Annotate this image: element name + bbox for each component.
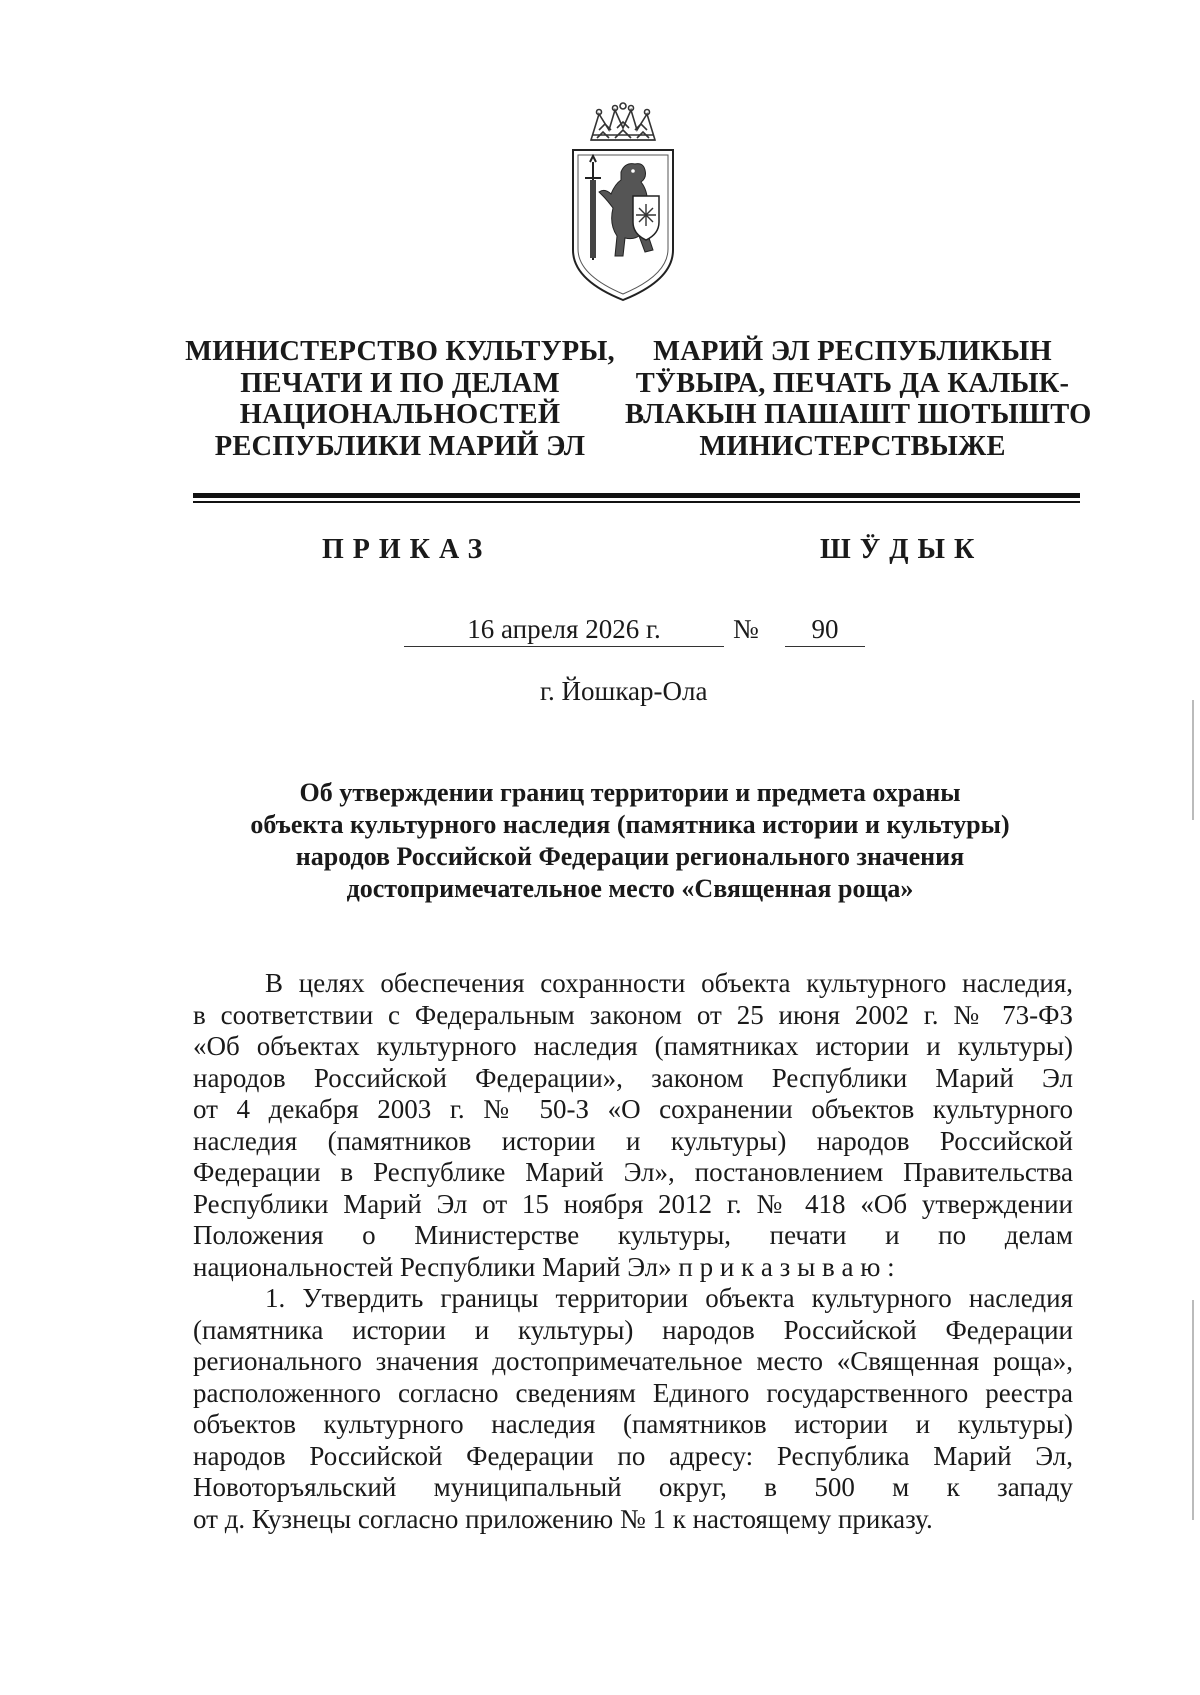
body-line: народов Российской Федерации», законом Республики Марий Эл	[193, 1062, 1073, 1093]
order-title-mari: ШӰДЫК	[820, 534, 984, 565]
body-line: от д. Кузнецы согласно приложению № 1 к настоящему приказу.	[193, 1503, 933, 1534]
scan-edge-artifact	[1192, 700, 1194, 820]
ministry-name-line: ТӰВЫРА, ПЕЧАТЬ ДА КАЛЫК-	[635, 367, 1070, 399]
body-line: Республики Марий Эл от 15 ноября 2012 г. № 418 «Об утверждении	[193, 1188, 1073, 1219]
body-line: 1. Утвердить границы территории объекта культурного наследия	[265, 1283, 1073, 1313]
body-line: национальностей Республики Марий Эл» п р и к а з ы в а ю :	[193, 1251, 895, 1282]
ministry-name-line: ПЕЧАТИ И ПО ДЕЛАМ	[240, 367, 560, 399]
body-line: наследия (памятников истории и культуры) народов Российской	[193, 1125, 1073, 1156]
order-title-russian: ПРИКАЗ	[322, 534, 492, 565]
body-line: расположенного согласно сведениям Единого государственного реестра	[193, 1377, 1073, 1408]
scan-edge-artifact	[1192, 1300, 1194, 1520]
body-line: в соответствии с Федеральным законом от 25 июня 2002 г. № 73-ФЗ	[193, 999, 1073, 1030]
body-line: (памятника истории и культуры) народов Российской Федерации	[193, 1314, 1073, 1345]
number-sign: №	[733, 614, 759, 644]
ministry-name-line: ВЛАКЫН ПАШАШТ ШОТЫШТО	[625, 399, 1092, 430]
ministry-name-mari	[625, 336, 1092, 462]
body-line: «Об объектах культурного наследия (памятниках истории и культуры)	[193, 1031, 1073, 1061]
order-city: г. Йошкар-Ола	[540, 676, 708, 706]
header-divider-thick	[193, 493, 1080, 498]
ministry-name-line: РЕСПУБЛИКИ МАРИЙ ЭЛ	[214, 430, 586, 462]
subject-line: объекта культурного наследия (памятника истории и культуры)	[250, 810, 1010, 839]
order-body-text	[193, 968, 1073, 1535]
subject-line: достопримечательное место «Священная роща»	[346, 874, 914, 903]
body-line: Положения о Министерстве культуры, печати и по делам	[193, 1220, 1073, 1250]
body-line: Федерации в Республике Марий Эл», постановлением Правительства	[193, 1157, 1073, 1187]
body-line: от 4 декабря 2003 г. № 50-З «О сохранении объектов культурного	[193, 1094, 1073, 1124]
body-line: объектов культурного наследия (памятников истории и культуры)	[193, 1409, 1073, 1439]
coat-of-arms-icon	[563, 100, 683, 305]
body-line: народов Российской Федерации по адресу: Республика Марий Эл,	[193, 1440, 1073, 1471]
order-date: 16 апреля 2026 г.	[404, 612, 724, 647]
body-line: В целях обеспечения сохранности объекта культурного наследия,	[265, 968, 1073, 998]
order-number: 90	[785, 612, 865, 647]
ministry-name-line: НАЦИОНАЛЬНОСТЕЙ	[239, 399, 561, 430]
order-subject-heading	[180, 777, 1080, 905]
body-line: Новоторъяльский муниципальный округ, в 500 м к западу	[193, 1472, 1073, 1502]
subject-line: народов Российской Федерации регионального значения	[295, 842, 965, 871]
ministry-name-russian	[180, 336, 620, 462]
subject-line: Об утверждении границ территории и предмета охраны	[299, 778, 961, 807]
ministry-name-line: МИНИСТЕРСТВЫЖЕ	[699, 430, 1006, 462]
body-line: регионального значения достопримечательное место «Священная роща»,	[193, 1346, 1073, 1376]
ministry-name-line: МАРИЙ ЭЛ РЕСПУБЛИКЫН	[653, 336, 1052, 367]
ministry-name-line: МИНИСТЕРСТВО КУЛЬТУРЫ,	[185, 336, 615, 367]
header-divider-thin	[193, 501, 1080, 503]
